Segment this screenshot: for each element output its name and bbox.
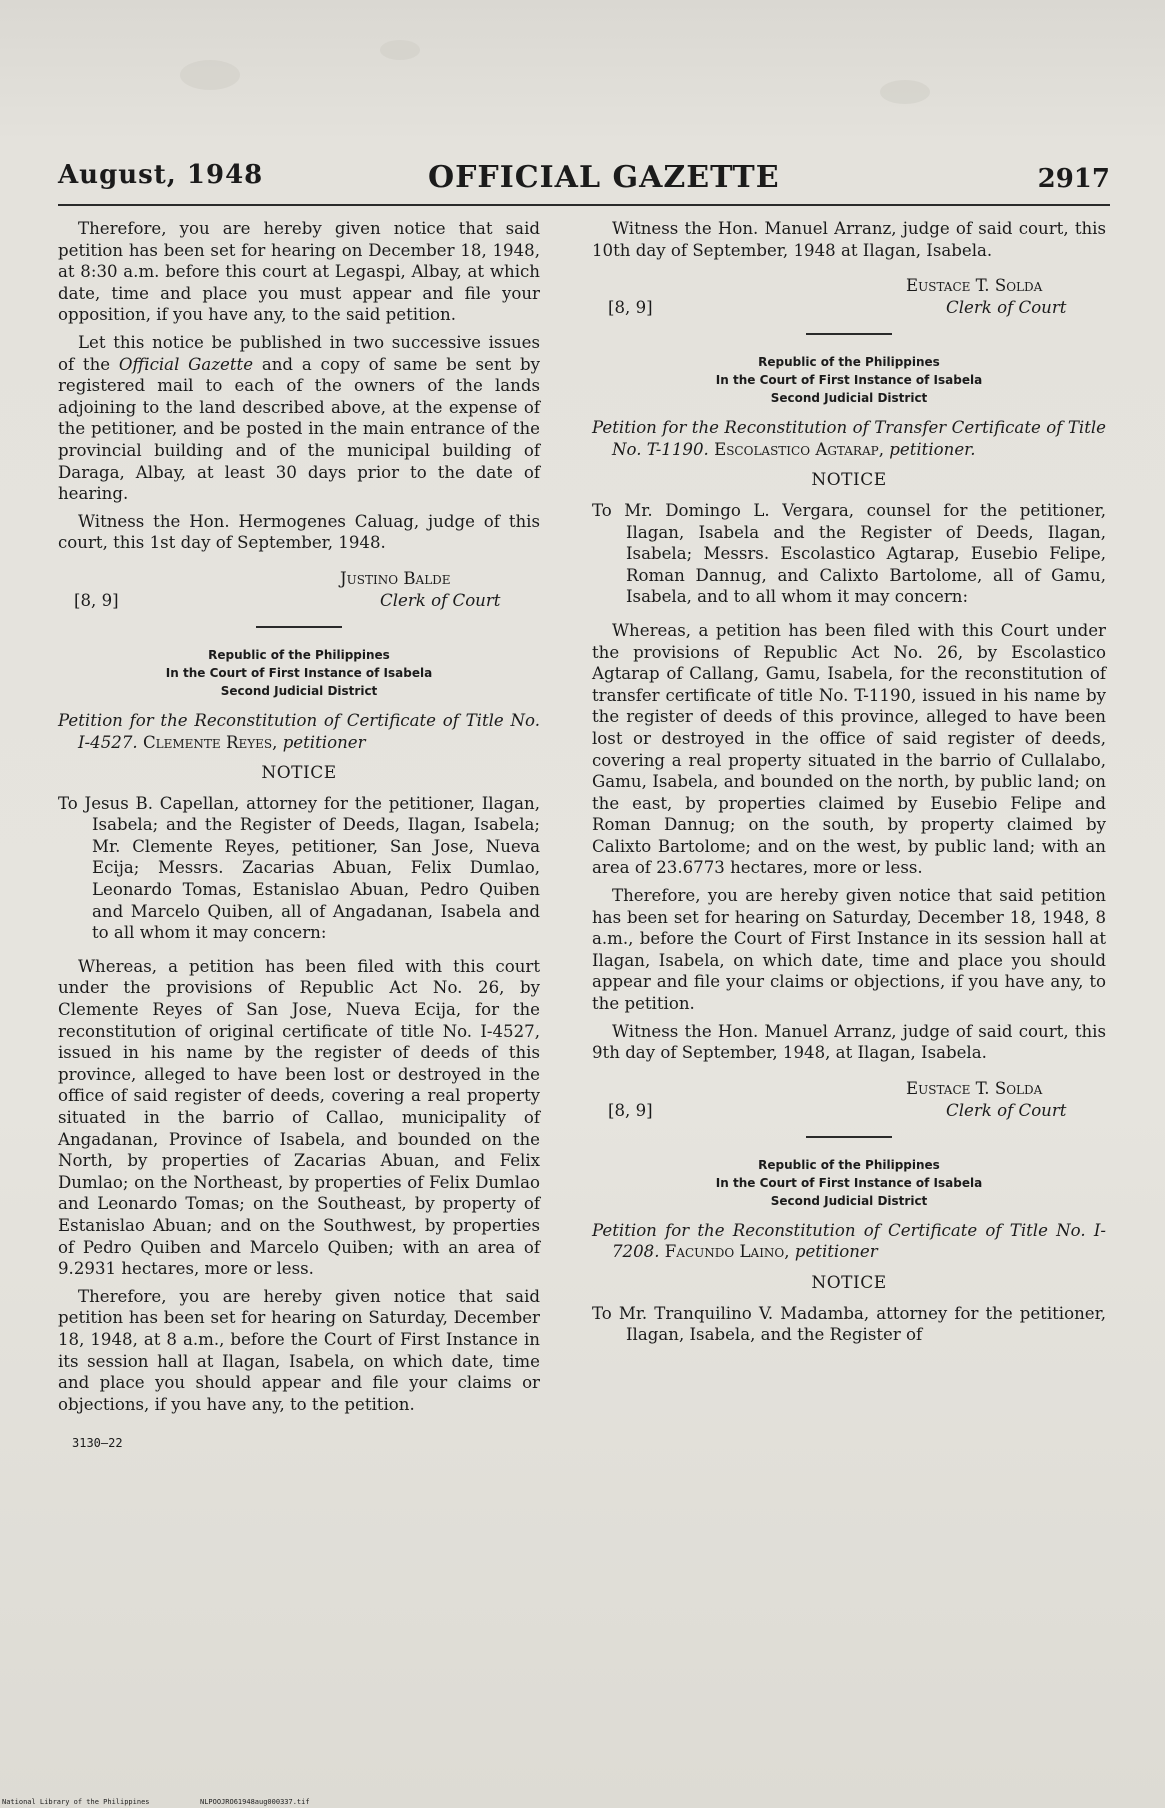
signature-block [58,568,540,616]
scan-source: National Library of the Philippines [2,1798,150,1806]
issue-reference: [8, 9] [608,1100,653,1120]
signatory-title: Clerk of Court [946,298,1067,318]
print-code: 3130—22 [72,1436,123,1451]
notice-heading: NOTICE [261,763,337,784]
caption-line: Second Judicial District [770,1193,928,1208]
caption-line: Republic of the Philippines [758,355,940,370]
caption-line: Republic of the Philippines [758,1157,940,1172]
paragraph: Therefore, you are hereby given notice that said petition has been set for hearing on Saturday, December 18, 1948, 8 a.m., before the Court of First Instance in its session hall at Ilagan, Isabela, on which date, time and place you should appear and file your claims or objections, if you have any, to the petition. [592,886,1106,1014]
text-run: and a copy of same be sent by registered mail to each of the owners of the lands adjoining to the land described above, at the expense of the petitioner, and be posted in the main entrance of the provincial building and of the municipal building of Daraga, Albay, at least 30 days prior to the date of hearing. [58,354,540,504]
scan-smudge [380,40,420,60]
court-caption [592,353,1106,407]
signatory-name: Eustace T. Solda [906,276,1043,296]
header-date: August, 1948 [58,160,264,190]
header-page-number: 2917 [1037,164,1110,194]
petition-text: Petition for the Reconstitution of Transfer Certificate of Title No. T-1190. [592,418,1106,459]
paragraph: Witness the Hon. Hermogenes Caluag, judge of this court, this 1st day of September, 1948. [58,511,540,553]
scan-smudge [880,80,930,104]
caption-line: Republic of the Philippines [208,647,390,662]
issue-reference: [8, 9] [608,298,653,318]
paragraph: Witness the Hon. Manuel Arranz, judge of said court, this 10th day of September, 1948 at Ilagan, Isabela. [592,219,1106,260]
petition-title [592,1220,1106,1263]
notice-address: To Mr. Domingo L. Vergara, counsel for the petitioner, Ilagan, Isabela and the Register of Deeds, Ilagan, Isabela; Messrs. Escolastico Agtarap, Eusebio Felipe, Roman Dannug, and Calixto Bartolome, all of Gamu, Isabela, and to all whom it may concern: [592,500,1106,607]
caption-line: Second Judicial District [770,391,928,406]
issue-reference: [8, 9] [74,590,119,610]
petition-title [592,417,1106,460]
scan-smudge [180,60,240,90]
caption-line: In the Court of First Instance of Isabela [715,373,983,388]
notice-heading: NOTICE [811,470,887,491]
petition-title [58,710,540,753]
petitioner-role: petitioner [794,1242,878,1262]
notice-address: To Mr. Tranquilino V. Madamba, attorney for the petitioner, Ilagan, Isabela, and the Register of [592,1303,1106,1345]
section-divider [256,626,342,628]
notice-address: To Jesus B. Capellan, attorney for the petitioner, Ilagan, Isabela; and the Register of Deeds, Ilagan, Isabela; Mr. Clemente Reyes, petitioner, San Jose, Nueva Ecija; Messrs. Zacarias Abuan, Felix Dumlao, Leonardo Tomas, Estanislao Abuan, Pedro Quiben and Marcelo Quiben, all of Angadanan, Isabela and to all whom it may concern: [58,793,540,943]
court-caption [58,646,540,700]
signatory-name: Justino Balde [340,568,451,588]
petitioner-name: Facundo Laino, [664,1242,790,1262]
scan-footer [0,1796,1165,1808]
right-column [592,218,1106,1358]
signatory-title: Clerk of Court [946,1100,1067,1120]
header-rule [58,204,1110,206]
left-column [58,218,540,1455]
petition-text: Petition for the Reconstitution of Certificate of Title No. I-7208. [592,1220,1106,1262]
section-divider [806,333,892,335]
section-divider [806,1136,892,1138]
paragraph: Therefore, you are hereby given notice that said petition has been set for hearing on December 18, 1948, at 8:30 a.m. before this court at Legaspi, Albay, at which date, time and place you must appear and file your opposition, if you have any, to the said petition. [58,219,540,325]
page-header [58,160,1110,204]
petition-text: Petition for the Reconstitution of Certificate of Title No. I-4527. [58,710,540,752]
paragraph: Whereas, a petition has been filed with this Court under the provisions of Republic Act No. 26, by Escolastico Agtarap of Callang, Gamu, Isabela, for the reconstitution of transfer certificate of title No. T-1190, issued in his name by the register of deeds of this province, alleged to have been lost or destroyed in the office of said register of deeds, covering a real property situated in the barrio of Cullalabo, Gamu, Isabela, and bounded on the north, by public land; on the east, by properties claimed by Eusebio Felipe and Roman Dannug; on the south, by property claimed by Calixto Bartolome; and on the west, by public land; with an area of 23.6773 hectares, more or less. [592,620,1106,878]
signatory-name: Eustace T. Solda [906,1078,1043,1098]
scan-filename: NLPOOJRO61948aug000337.tif [200,1798,310,1806]
caption-line: Second Judicial District [220,683,378,698]
petitioner-name: Clemente Reyes, [142,732,278,752]
notice-heading: NOTICE [811,1273,887,1293]
signature-block [592,275,1106,323]
paragraph [58,332,540,505]
petitioner-name: Escolastico Agtarap, [714,439,884,459]
paragraph: Whereas, a petition has been filed with this court under the provisions of Republic Act No. 26, by Clemente Reyes of San Jose, Nueva Ecija, for the reconstitution of original certificate of title No. I-4527, issued in his name by the register of deeds of this province, alleged to have been lost or destroyed in the office of said register of deeds, covering a real property situated in the barrio of Callao, municipality of Angadanan, Province of Isabela, and bounded on the North, by properties of Zacarias Abuan, and Felix Dumlao; on the Northeast, by properties of Felix Dumlao and Leonardo Tomas; on the Southeast, by property of Estanislao Abuan; and on the Southwest, by properties of Pedro Quiben and Marcelo Quiben; with an area of 9.2931 hectares, more or less. [58,956,540,1279]
signatory-title: Clerk of Court [380,590,501,610]
caption-line: In the Court of First Instance of Isabela [165,665,433,680]
text-run: Let this notice be published in two successive issues of the [58,332,540,374]
signature-block [592,1078,1106,1126]
italic-text: Official Gazette [118,354,254,374]
paragraph: Witness the Hon. Manuel Arranz, judge of said court, this 9th day of September, 1948, at Ilagan, Isabela. [592,1021,1106,1063]
petitioner-role: petitioner. [889,439,976,459]
header-publication-title: OFFICIAL GAZETTE [428,160,780,195]
paragraph: Therefore, you are hereby given notice that said petition has been set for hearing on Saturday, December 18, 1948, at 8 a.m., before the Court of First Instance in its session hall at Ilagan, Isabela, on which date, time and place you should appear and file your claims or objections, if you have any, to the petition. [58,1286,540,1414]
petitioner-role: petitioner [282,732,366,752]
court-caption [592,1156,1106,1210]
caption-line: In the Court of First Instance of Isabela [715,1175,983,1190]
